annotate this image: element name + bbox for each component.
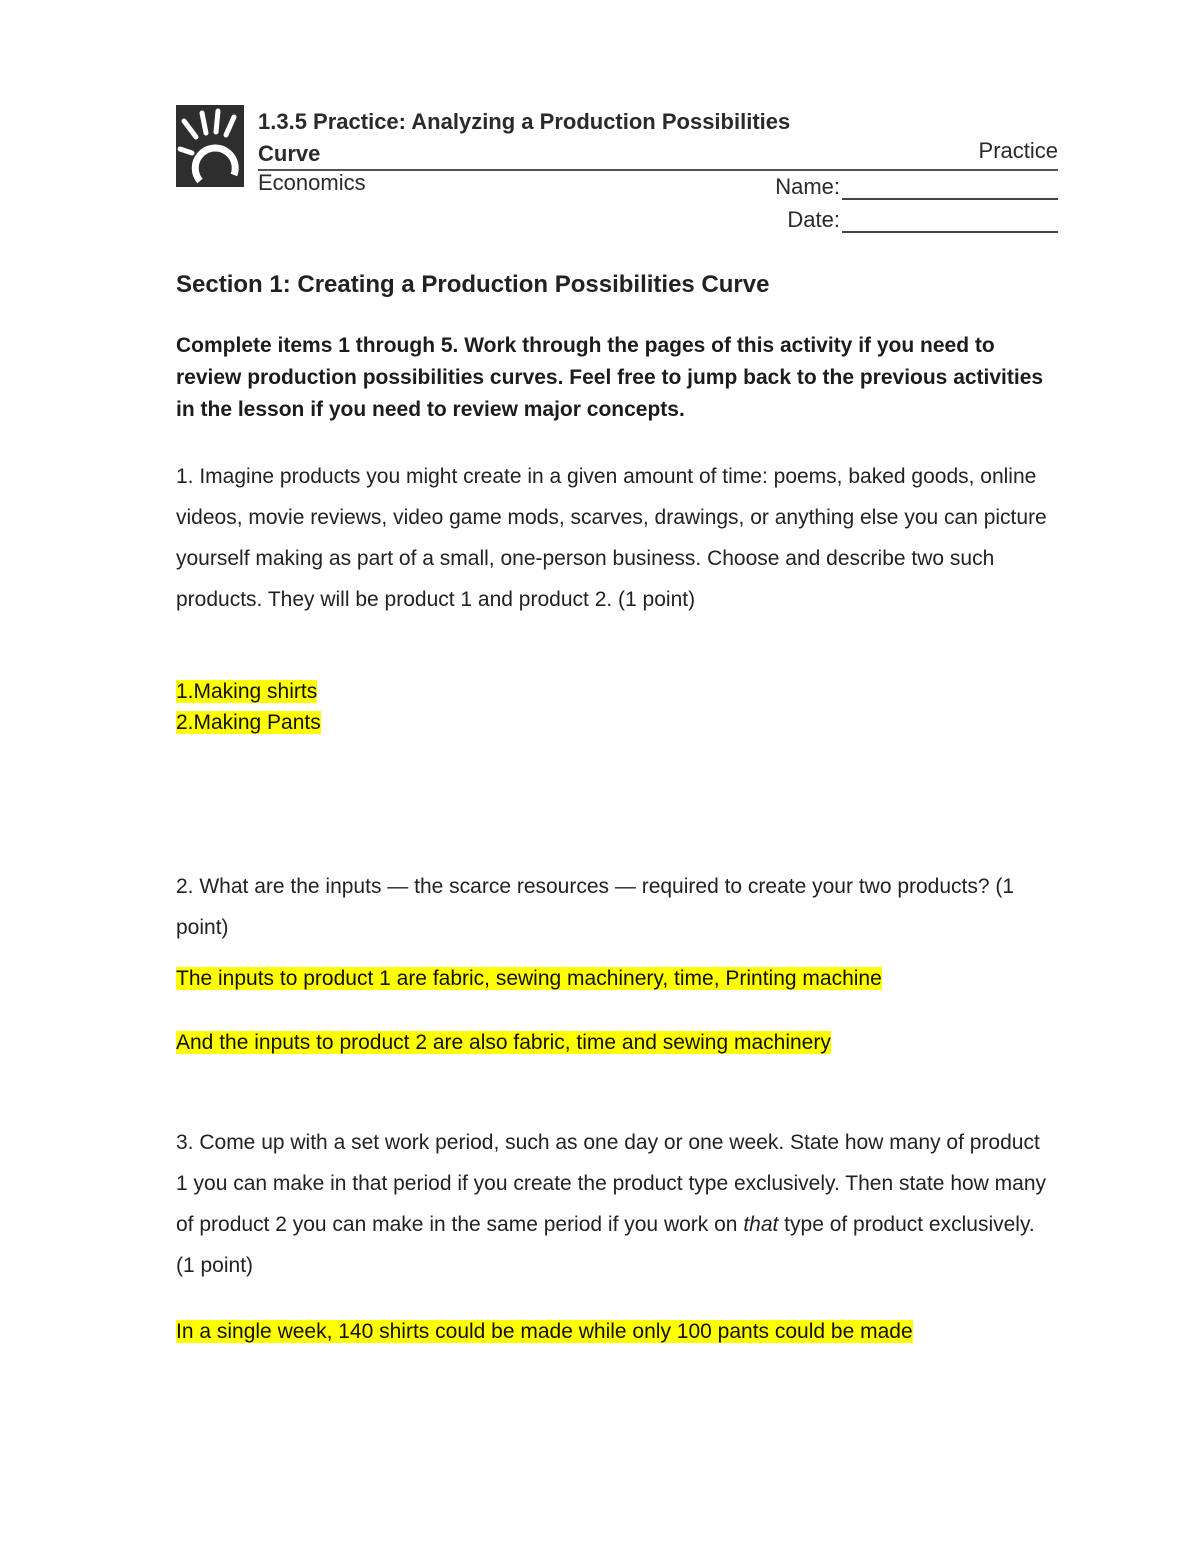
section-title: Section 1: Creating a Production Possibilities Curve xyxy=(176,271,770,298)
answer-1-line-1: 1.Making shirts xyxy=(176,680,318,703)
question-3 xyxy=(176,1122,1056,1286)
question-3-text-start: 3. Come up with a set work period, such as one day or one week. State how many of product 1 you can make in that period if you create the product type exclusively. Then state how many of product 2 you can make in the same period if you work on xyxy=(176,1131,1047,1236)
name-field[interactable] xyxy=(775,174,1058,200)
answer-1-line-2: 2.Making Pants xyxy=(176,711,321,734)
date-blank-line[interactable] xyxy=(842,207,1058,233)
title-line-1: 1.3.5 Practice: Analyzing a Production Possibilities xyxy=(258,109,791,134)
instructions: Complete items 1 through 5. Work through the pages of this activity if you need to review production possibilities curves. Feel free to jump back to the previous activities in the lesson if you need to review major concepts. xyxy=(176,334,1044,421)
document-type: Practice xyxy=(978,138,1058,163)
answer-3 xyxy=(176,1316,1056,1347)
header-divider xyxy=(258,169,1058,171)
question-2: 2. What are the inputs — the scarce resources — required to create your two products? (1 point) xyxy=(176,875,1015,939)
subject-label: Economics xyxy=(258,170,366,195)
answer-3-line-1: In a single week, 140 shirts could be made while only 100 pants could be made xyxy=(176,1320,913,1343)
question-3-text-end: type of product exclusively. (1 point) xyxy=(176,1213,1035,1277)
document-title xyxy=(258,106,1058,170)
answer-1 xyxy=(176,676,1056,738)
date-label: Date: xyxy=(787,207,840,232)
question-1: 1. Imagine products you might create in a given amount of time: poems, baked goods, online videos, movie reviews, video game mods, scarves, drawings, or anything else you can picture yourself making as part of a small, one-person business. Choose and describe two such products. They will be product 1 and product 2. (1 point) xyxy=(176,465,1047,611)
answer-2-line-1: The inputs to product 1 are fabric, sewing machinery, time, Printing machine xyxy=(176,967,882,990)
sunburst-logo-icon xyxy=(176,105,244,187)
answer-2-line-2: And the inputs to product 2 are also fabric, time and sewing machinery xyxy=(176,1031,831,1054)
question-3-emphasis: that xyxy=(743,1213,779,1236)
title-line-2: Curve xyxy=(258,141,321,166)
answer-2-part-1 xyxy=(176,963,1056,994)
answer-2-part-2 xyxy=(176,1027,1056,1058)
name-blank-line[interactable] xyxy=(842,174,1058,200)
date-field[interactable] xyxy=(787,207,1058,233)
name-label: Name: xyxy=(775,174,840,199)
